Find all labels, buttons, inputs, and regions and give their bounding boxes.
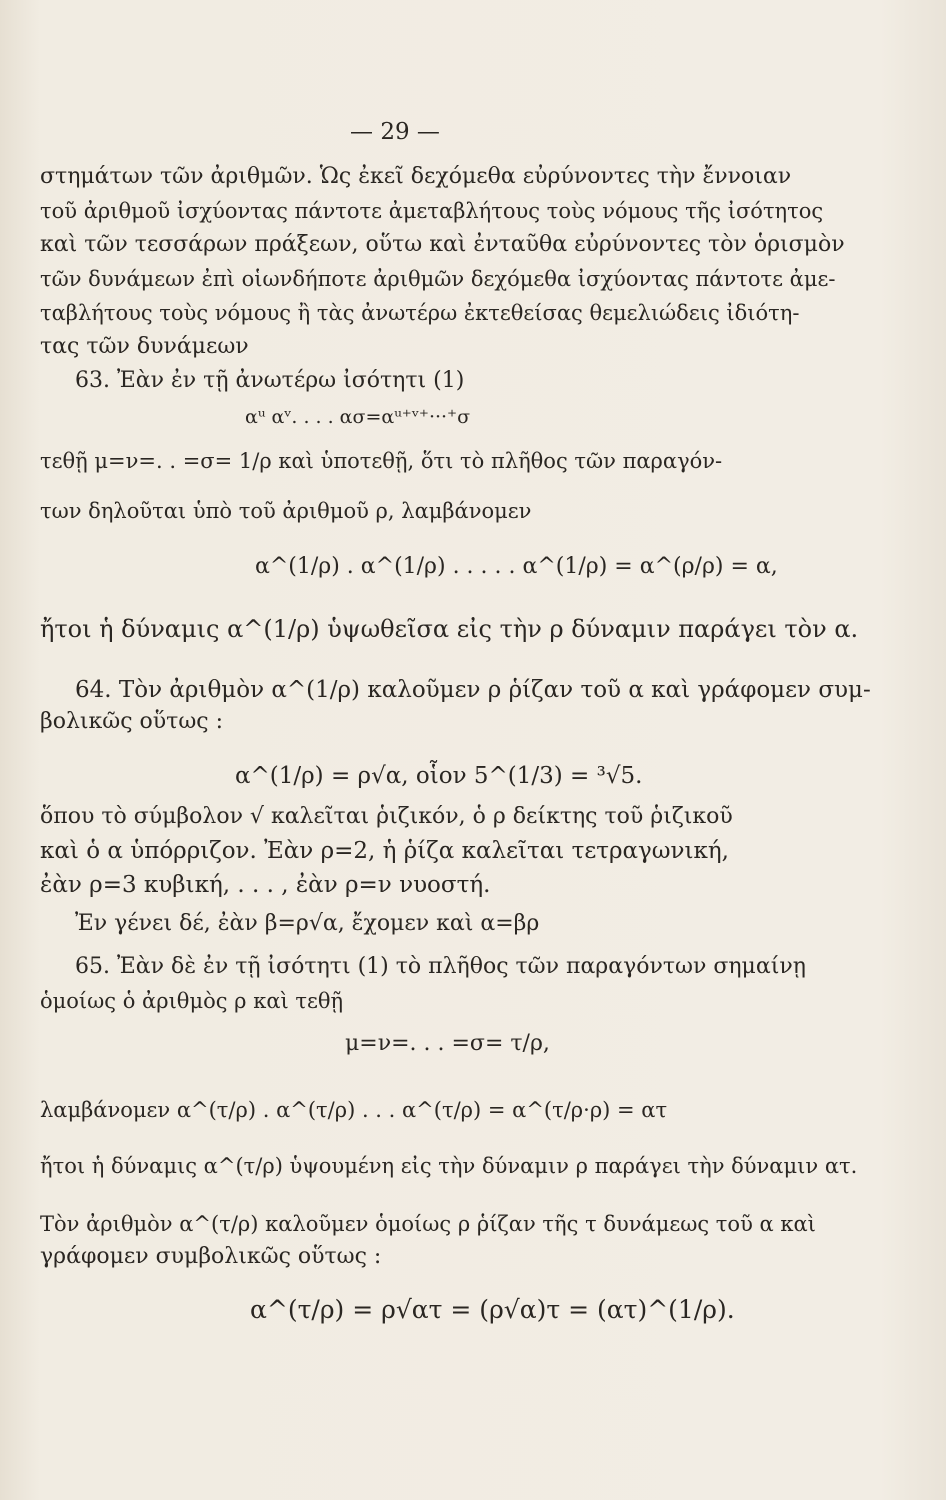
text-line: ταβλήτους τοὺς νόμους ἢ τὰς ἀνωτέρω ἐκτεθείσας θεμελιώδεις ἰδιότη-: [40, 301, 800, 325]
text-line: τας τῶν δυνάμεων: [40, 334, 249, 359]
text-line: ὁμοίως ὁ ἀριθμὸς ρ καὶ τεθῇ: [40, 989, 344, 1013]
text-line: Τὸν ἀριθμὸν α^(τ/ρ) καλοῦμεν ὁμοίως ρ ῥίζαν τῆς τ δυνάμεως τοῦ α καὶ: [40, 1212, 816, 1236]
text-line: τῶν δυνάμεων ἐπὶ οἱωνδήποτε ἀριθμῶν δεχόμεθα ἰσχύοντας πάντοτε ἀμε-: [40, 267, 836, 291]
text-line: βολικῶς οὕτως :: [40, 709, 223, 734]
equation: α^(1/ρ) = ρ√α, οἷον 5^(1/3) = ³√5.: [235, 763, 643, 789]
equation: μ=ν=. . . =σ= τ/ρ,: [345, 1031, 550, 1056]
equation: α^(τ/ρ) = ρ√ατ = (ρ√α)τ = (ατ)^(1/ρ).: [250, 1295, 735, 1324]
page-number: — 29 —: [350, 119, 440, 145]
equation: λαμβάνομεν α^(τ/ρ) . α^(τ/ρ) . . . α^(τ/ρ) = α^(τ/ρ·ρ) = ατ: [40, 1098, 668, 1122]
text-line: καὶ ὁ α ὑπόρριζον. Ἐὰν ρ=2, ἡ ῥίζα καλεῖται τετραγωνική,: [40, 838, 729, 864]
text-line: των δηλοῦται ὑπὸ τοῦ ἀριθμοῦ ρ, λαμβάνομεν: [40, 499, 532, 523]
equation: α^(1/ρ) . α^(1/ρ) . . . . . α^(1/ρ) = α^(ρ/ρ) = α,: [255, 554, 778, 579]
text-line: ὅπου τὸ σύμβολον √ καλεῖται ῥιζικόν, ὁ ρ δείκτης τοῦ ῥιζικοῦ: [40, 804, 733, 829]
text-line: καὶ τῶν τεσσάρων πράξεων, οὕτω καὶ ἐνταῦθα εὐρύνοντες τὸν ὁρισμὸν: [40, 232, 845, 257]
text-line: γράφομεν συμβολικῶς οὕτως :: [40, 1244, 382, 1269]
text-line: τεθῇ μ=ν=. . =σ= 1/ρ καὶ ὑποτεθῇ, ὅτι τὸ πλῆθος τῶν παραγόν-: [40, 449, 723, 473]
text-line: τοῦ ἀριθμοῦ ἰσχύοντας πάντοτε ἀμεταβλήτους τοὺς νόμους τῆς ἰσότητος: [40, 199, 824, 223]
text-line: ἤτοι ἡ δύναμις α^(1/ρ) ὑψωθεῖσα εἰς τὴν ρ δύναμιν παράγει τὸν α.: [40, 615, 859, 643]
section-heading: 63. Ἐὰν ἐν τῇ ἀνωτέρω ἰσότητι (1): [75, 368, 465, 393]
text-line: ἐὰν ρ=3 κυβική, . . . , ἐὰν ρ=ν νυοστή.: [40, 872, 491, 898]
section-heading: 64. Τὸν ἀριθμὸν α^(1/ρ) καλοῦμεν ρ ῥίζαν τοῦ α καὶ γράφομεν συμ-: [75, 677, 871, 703]
text-line: Ἐν γένει δέ, ἐὰν β=ρ√α, ἔχομεν καὶ α=βρ: [75, 911, 540, 936]
section-heading: 65. Ἐὰν δὲ ἐν τῇ ἰσότητι (1) τὸ πλῆθος τῶν παραγόντων σημαίνῃ: [75, 954, 806, 979]
text-line: ἤτοι ἡ δύναμις α^(τ/ρ) ὑψουμένη εἰς τὴν δύναμιν ρ παράγει τὴν δύναμιν ατ.: [40, 1154, 858, 1178]
text-line: στημάτων τῶν ἀριθμῶν. Ὡς ἐκεῖ δεχόμεθα εὐρύνοντες τὴν ἔννοιαν: [40, 164, 792, 189]
equation: αᵘ αᵛ. . . . ασ=αᵘ⁺ᵛ⁺···⁺σ: [245, 406, 471, 428]
